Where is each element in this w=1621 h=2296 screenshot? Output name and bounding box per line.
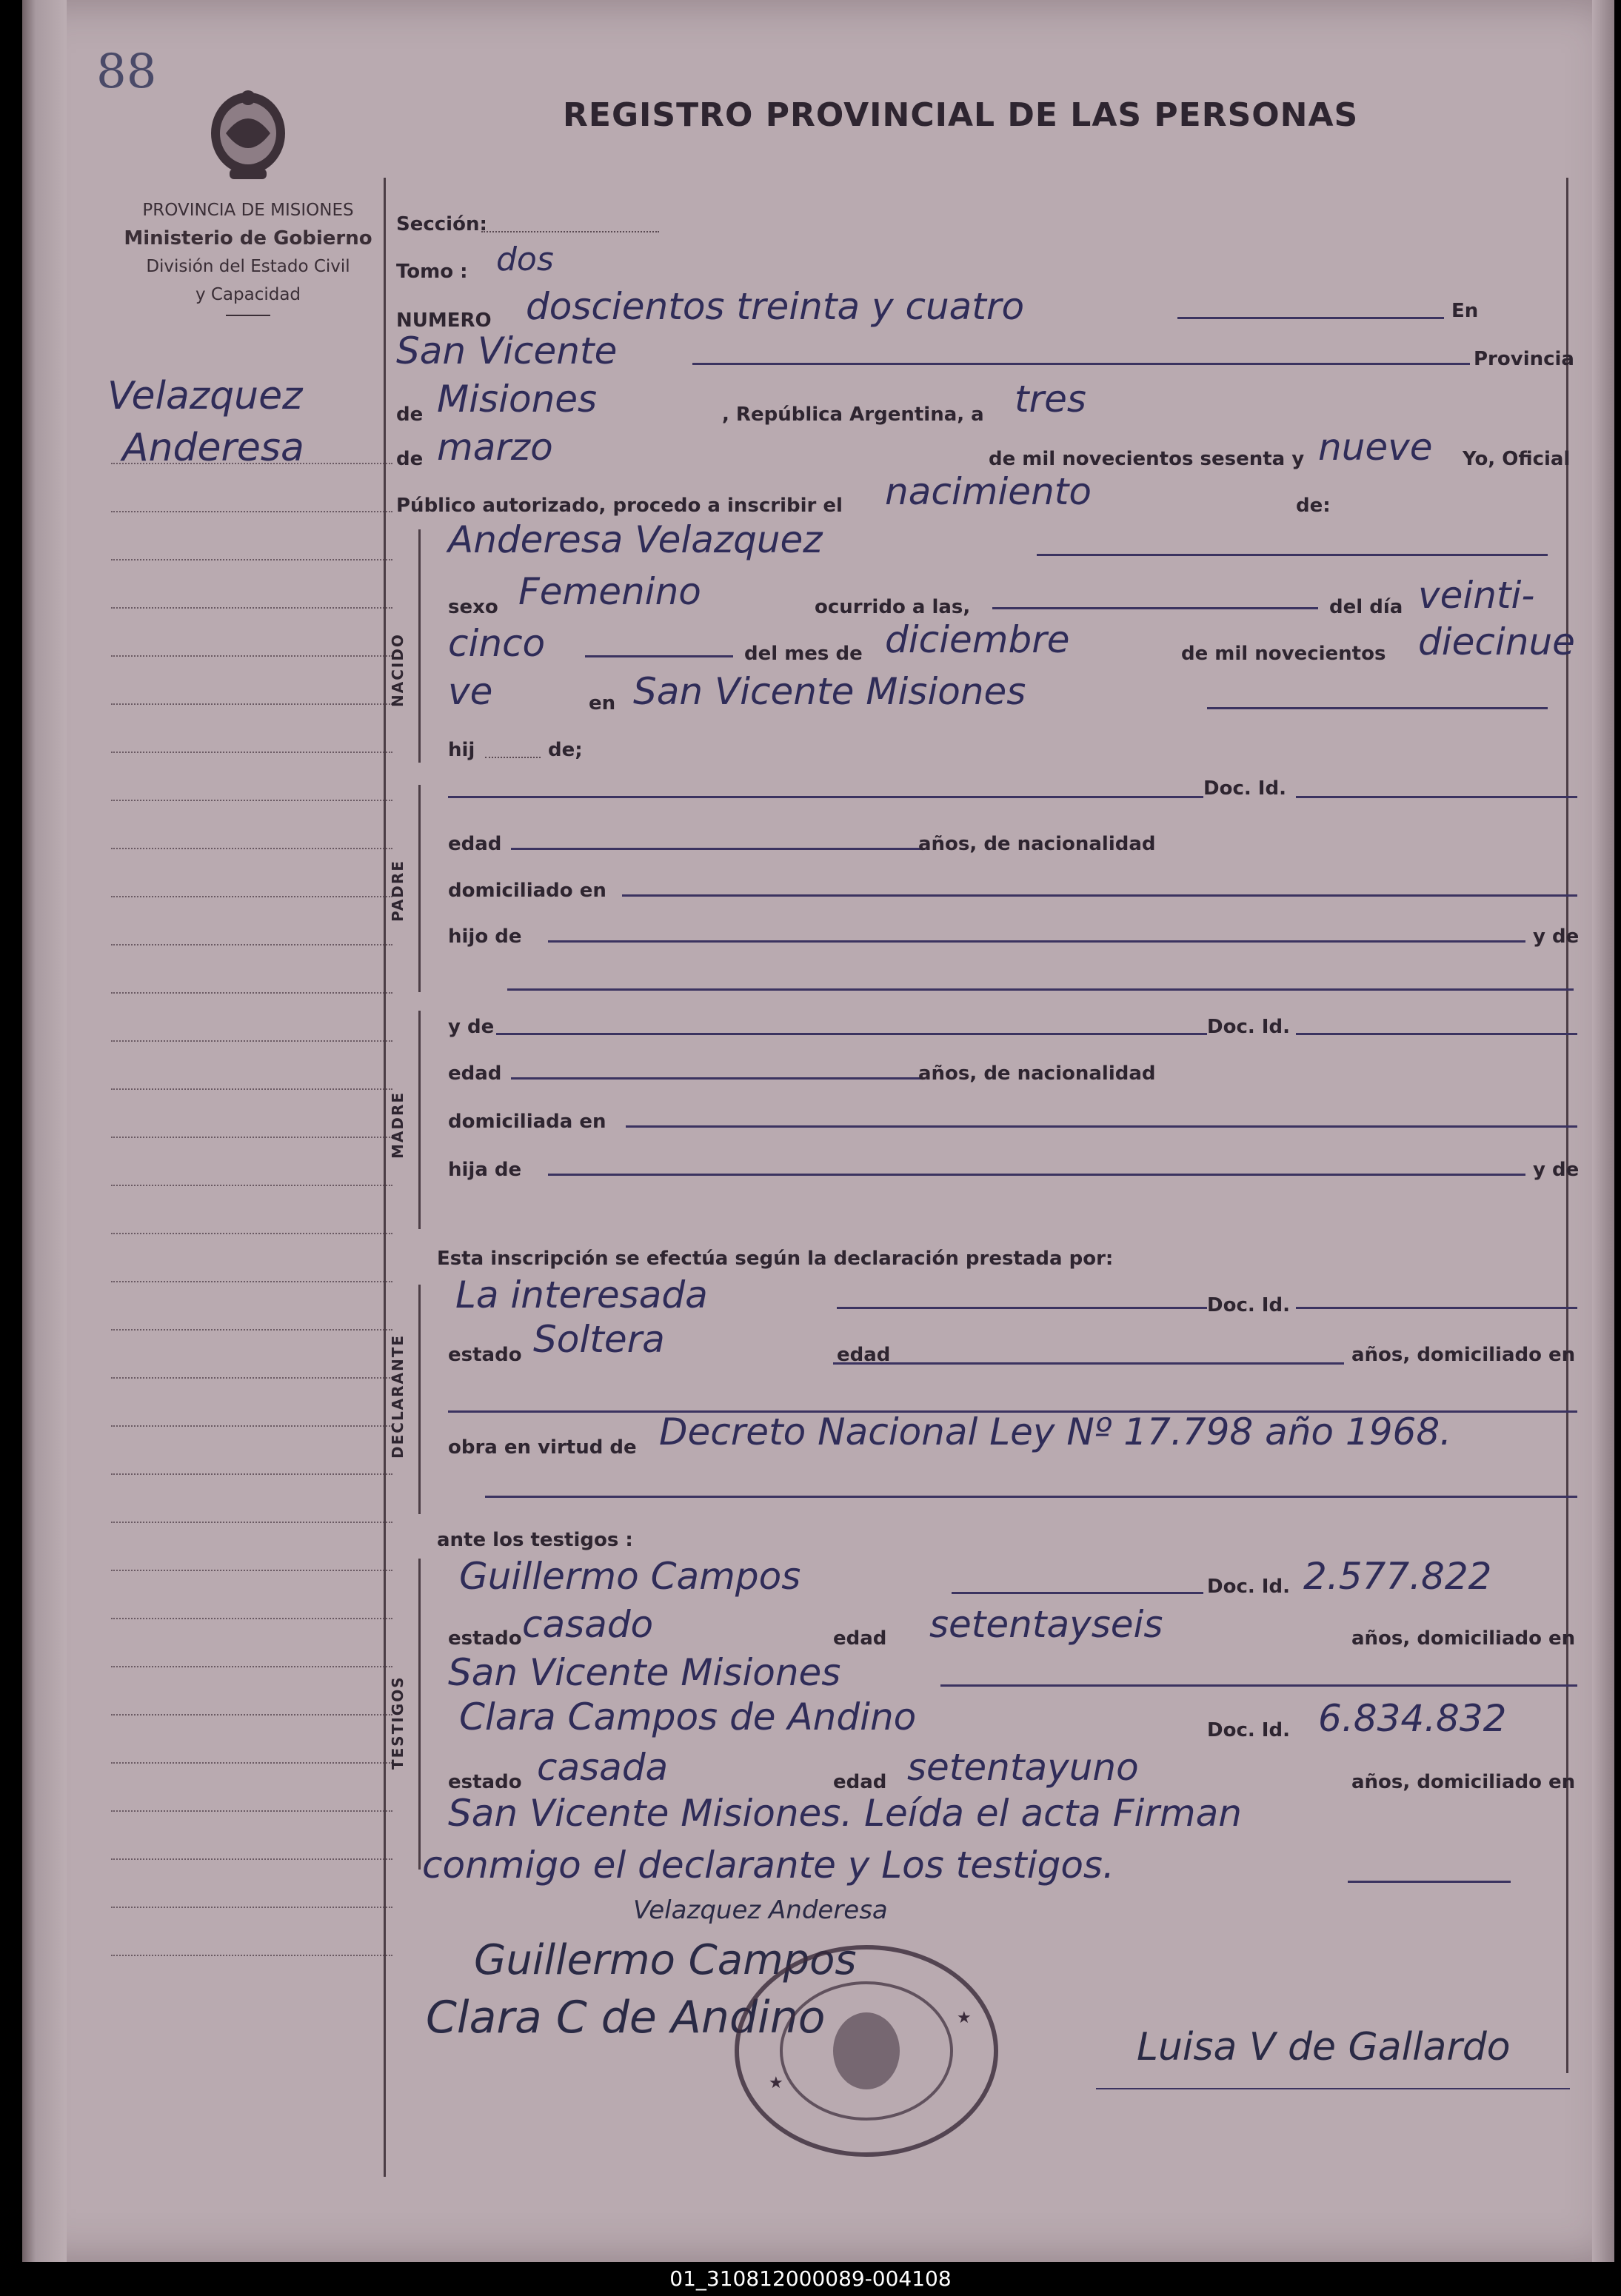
signature-declarante: Velazquez Anderesa <box>633 1895 888 1925</box>
province-label: PROVINCIA DE MISIONES <box>142 201 354 220</box>
rule <box>481 231 659 232</box>
margin-rule <box>111 1185 392 1186</box>
margin-rule <box>111 1473 392 1475</box>
strike-line <box>1207 707 1548 709</box>
label-obra: obra en virtud de <box>448 1436 637 1459</box>
margin-rule <box>111 463 392 464</box>
label-de-colon: de: <box>1296 495 1331 517</box>
margin-rule <box>111 1618 392 1619</box>
label-doc-id-padre: Doc. Id. <box>1203 777 1286 800</box>
label-nac-padre: años, de nacionalidad <box>918 833 1156 855</box>
label-numero: NUMERO <box>396 309 492 332</box>
label-hijo-de: hijo de <box>448 926 522 948</box>
strike-line <box>511 848 926 850</box>
label-y-de-madre-2: y de <box>1533 1159 1580 1181</box>
field-lugar-nac: San Vicente Misiones <box>633 670 1026 713</box>
margin-rule <box>111 800 392 801</box>
field-testigo2: Clara Campos de Andino <box>459 1696 917 1738</box>
field-testigo2-edad: setentayuno <box>907 1746 1139 1789</box>
field-provincia: Misiones <box>437 378 598 421</box>
field-declarante: La interesada <box>455 1273 708 1316</box>
margin-rule <box>111 1088 392 1090</box>
margin-surname: Velazquez <box>107 374 303 418</box>
field-anio-nac: diecinue <box>1418 620 1575 663</box>
label-provincia: Provincia <box>1474 348 1574 370</box>
division-label-2: y Capacidad <box>195 285 301 304</box>
division-label: División del Estado Civil <box>146 257 350 276</box>
left-border <box>384 178 386 2177</box>
label-y-de-padre: y de <box>1533 926 1580 948</box>
label-anos-dom-decl: años, domiciliado en <box>1351 1344 1576 1366</box>
strike-line <box>1177 317 1444 319</box>
label-doc-id-t2: Doc. Id. <box>1207 1719 1290 1741</box>
margin-rule <box>111 1907 392 1908</box>
label-domiciliado-padre: domiciliado en <box>448 880 606 902</box>
label-de-2: de <box>396 448 424 470</box>
strike-line <box>448 796 1203 798</box>
margin-rule <box>111 992 392 994</box>
label-y-de-madre: y de <box>448 1016 495 1038</box>
field-testigo2-estado: casada <box>537 1746 669 1789</box>
field-estado-decl: Soltera <box>533 1318 665 1361</box>
margin-rule <box>111 1137 392 1138</box>
field-anio-nac-cont: ve <box>448 670 493 713</box>
margin-rule <box>111 1425 392 1427</box>
strike-line <box>940 1684 1577 1687</box>
label-ocurrido: ocurrido a las, <box>815 596 971 618</box>
strike-line <box>992 607 1318 609</box>
testigos-bracket <box>418 1559 421 1870</box>
label-seccion: Sección: <box>396 213 487 235</box>
signature-testigo2: Clara C de Andino <box>426 1992 826 2044</box>
page-edge <box>1592 0 1614 2262</box>
label-del-dia: del día <box>1329 596 1403 618</box>
margin-rule <box>111 848 392 849</box>
scan-identifier: 01_310812000089-004108 <box>669 2266 952 2291</box>
margin-rule <box>111 1522 392 1523</box>
field-tomo: dos <box>496 241 554 278</box>
strike-line <box>511 1077 926 1080</box>
margin-rule <box>111 1570 392 1571</box>
label-publico: Público autorizado, procedo a inscribir el <box>396 495 843 517</box>
field-dia-acta: tres <box>1015 378 1086 421</box>
strike-line <box>833 1362 1344 1365</box>
strike-line <box>1296 1033 1577 1035</box>
side-label-declarante: DECLARANTE <box>389 1333 407 1459</box>
label-sexo: sexo <box>448 596 498 618</box>
margin-rule <box>111 1281 392 1282</box>
label-tomo: Tomo : <box>396 261 468 283</box>
book-binding <box>22 0 67 2262</box>
margin-rule <box>111 1233 392 1234</box>
margin-rule <box>111 607 392 609</box>
label-de-semicolon: de; <box>548 739 583 761</box>
label-del-mes: del mes de <box>744 643 863 665</box>
label-anos-dom-t1: años, domiciliado en <box>1351 1627 1576 1650</box>
label-en-nac: en <box>589 692 616 714</box>
label-edad-t2: edad <box>833 1771 887 1793</box>
field-mes-acta: marzo <box>437 426 553 469</box>
ministry-label: Ministerio de Gobierno <box>124 227 372 250</box>
madre-bracket <box>418 1011 421 1229</box>
padre-bracket <box>418 785 421 992</box>
field-acto: nacimiento <box>885 470 1092 513</box>
signature-oficial: Luisa V de Gallardo <box>1137 2025 1511 2069</box>
margin-rule <box>111 559 392 560</box>
label-edad-madre: edad <box>448 1062 502 1085</box>
label-hija-de: hija de <box>448 1159 522 1181</box>
label-ante: ante los testigos : <box>437 1529 633 1551</box>
page-number: 88 <box>96 44 157 99</box>
label-doc-id-decl: Doc. Id. <box>1207 1294 1290 1316</box>
field-dia-nac: veinti- <box>1418 574 1535 617</box>
signature-line <box>1096 2088 1570 2089</box>
strike-line <box>626 1125 1577 1128</box>
margin-rule <box>111 1955 392 1956</box>
label-yo-oficial: Yo, Oficial <box>1463 448 1571 470</box>
label-de-mil-nov: de mil novecientos <box>1181 643 1386 665</box>
field-testigo2-dom: San Vicente Misiones. Leída el acta Firman <box>448 1792 1242 1835</box>
field-sexo: Femenino <box>518 570 701 613</box>
coat-of-arms-icon <box>204 81 293 193</box>
label-edad-t1: edad <box>833 1627 887 1650</box>
strike-line <box>1296 796 1577 798</box>
strike-line <box>548 1174 1525 1176</box>
field-testigo1: Guillermo Campos <box>459 1555 801 1598</box>
label-edad-decl: edad <box>837 1344 891 1366</box>
rule <box>485 757 541 758</box>
field-nombre: Anderesa Velazquez <box>448 518 823 561</box>
document-page <box>22 0 1614 2262</box>
signature-testigo1: Guillermo Campos <box>474 1936 857 1984</box>
label-estado-t1: estado <box>448 1627 522 1650</box>
page-title: REGISTRO PROVINCIAL DE LAS PERSONAS <box>563 96 1359 134</box>
margin-rule <box>111 1329 392 1331</box>
margin-rule <box>111 655 392 657</box>
field-testigo1-edad: setentayseis <box>929 1603 1163 1646</box>
strike-line <box>1037 554 1548 556</box>
field-testigo1-estado: casado <box>522 1603 654 1646</box>
strike-line <box>837 1307 1207 1309</box>
svg-text:★: ★ <box>769 2074 783 2092</box>
nacido-bracket <box>418 529 421 763</box>
margin-rule <box>111 1762 392 1764</box>
label-de-mil: de mil novecientos sesenta y <box>989 448 1305 470</box>
label-estado-decl: estado <box>448 1344 522 1366</box>
label-republica: , República Argentina, a <box>722 404 984 426</box>
strike-line <box>692 363 1470 365</box>
strike-line <box>496 1033 1207 1035</box>
label-anos-dom-t2: años, domiciliado en <box>1351 1771 1576 1793</box>
field-testigo2-doc: 6.834.832 <box>1318 1697 1507 1740</box>
field-numero: doscientos treinta y cuatro <box>526 285 1025 328</box>
margin-rule <box>111 511 392 512</box>
divider <box>226 315 270 316</box>
official-stamp-icon <box>726 1940 1007 2162</box>
strike-line <box>548 940 1525 943</box>
label-estado-t2: estado <box>448 1771 522 1793</box>
field-testigo1-dom: San Vicente Misiones <box>448 1651 841 1694</box>
margin-rule <box>111 1810 392 1812</box>
margin-rule <box>111 752 392 753</box>
issuer-block <box>111 196 385 316</box>
field-dia-nac-cont: cinco <box>448 622 546 665</box>
label-doc-id-t1: Doc. Id. <box>1207 1576 1290 1598</box>
field-lugar: San Vicente <box>396 329 618 372</box>
margin-rule <box>111 1377 392 1379</box>
margin-rule <box>111 1040 392 1042</box>
strike-line <box>485 1496 1577 1498</box>
margin-rule <box>111 1714 392 1716</box>
field-obra: Decreto Nacional Ley Nº 17.798 año 1968. <box>659 1410 1452 1453</box>
label-domiciliada: domiciliada en <box>448 1111 606 1133</box>
strike-line <box>1296 1307 1577 1309</box>
margin-rule <box>111 1666 392 1667</box>
label-esta-inscripcion: Esta inscripción se efectúa según la declaración prestada por: <box>437 1248 1114 1270</box>
field-cierre: conmigo el declarante y Los testigos. <box>422 1844 1114 1887</box>
field-mes-nac: diciembre <box>885 618 1070 661</box>
strike-line <box>952 1592 1203 1594</box>
label-doc-id-madre: Doc. Id. <box>1207 1016 1290 1038</box>
strike-line <box>585 655 733 657</box>
field-anio-acta: nueve <box>1318 426 1433 469</box>
strike-line <box>622 894 1577 897</box>
label-en: En <box>1451 300 1479 322</box>
margin-rule <box>111 703 392 705</box>
svg-text:★: ★ <box>957 2009 972 2027</box>
label-edad-padre: edad <box>448 833 502 855</box>
strike-line <box>507 988 1574 991</box>
label-nac-madre: años, de nacionalidad <box>918 1062 1156 1085</box>
side-label-nacido: NACIDO <box>389 633 407 707</box>
strike-line <box>1348 1881 1511 1883</box>
margin-rule <box>111 896 392 897</box>
side-label-madre: MADRE <box>389 1091 407 1159</box>
label-hij: hij <box>448 739 475 761</box>
field-testigo1-doc: 2.577.822 <box>1303 1555 1492 1598</box>
declarante-bracket <box>418 1285 421 1514</box>
margin-rule <box>111 1858 392 1860</box>
side-label-padre: PADRE <box>389 860 407 922</box>
margin-rule <box>111 944 392 945</box>
side-label-testigos: TESTIGOS <box>389 1676 407 1770</box>
margin-given-name: Anderesa <box>122 426 304 470</box>
label-de: de <box>396 404 424 426</box>
